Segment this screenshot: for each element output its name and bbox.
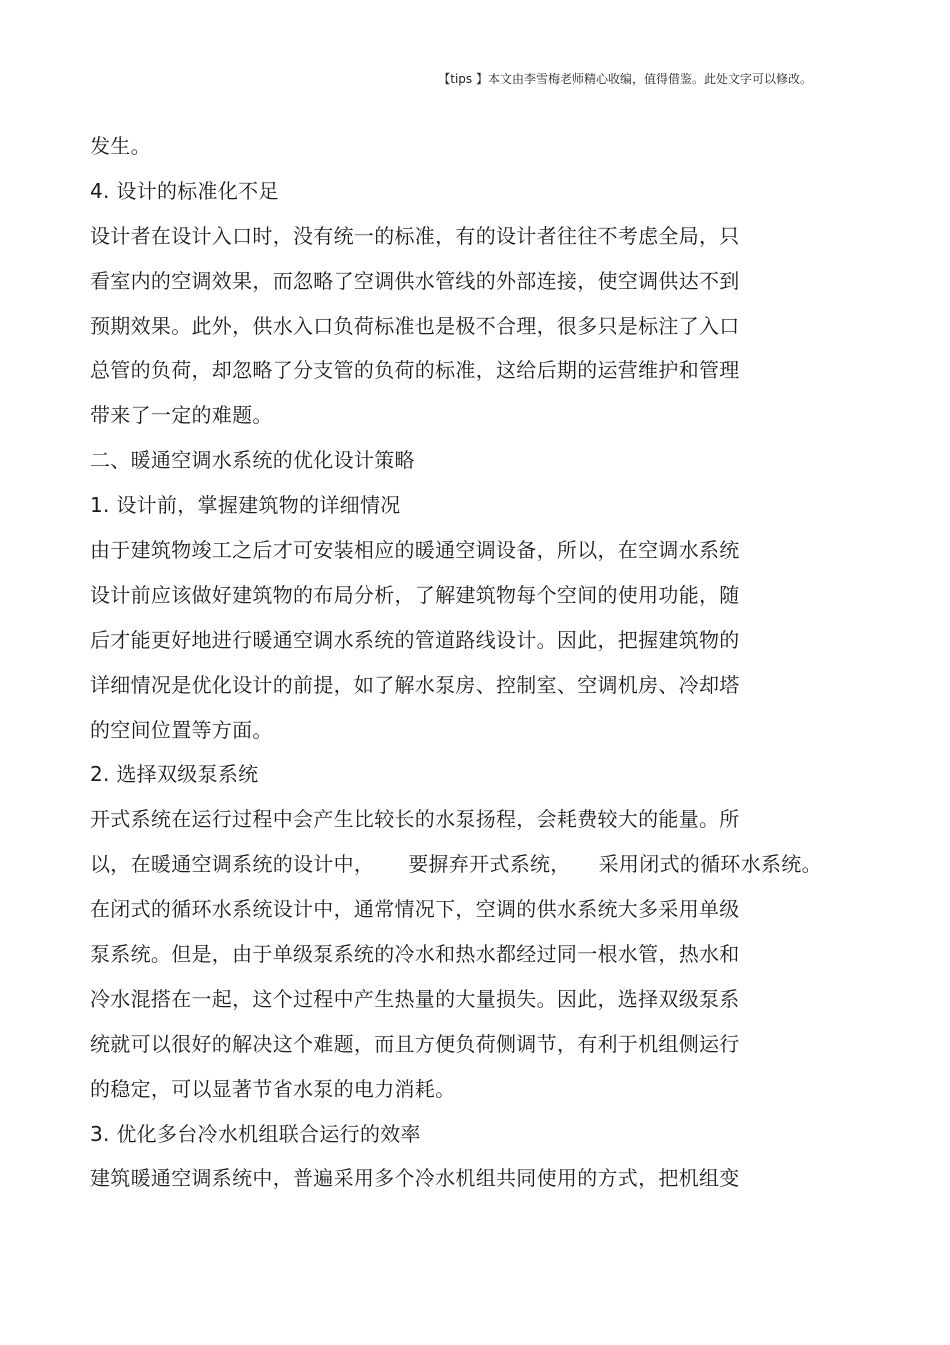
text-line: 总管的负荷，却忽略了分支管的负荷的标准，这给后期的运营维护和管理	[90, 358, 740, 383]
section-heading-3: 3. 优化多台冷水机组联合运行的效率	[90, 1121, 421, 1146]
text-line: 的空间位置等方面。	[90, 717, 273, 742]
section-heading-2: 2. 选择双级泵系统	[90, 762, 259, 787]
text-line: 由于建筑物竣工之后才可安装相应的暖通空调设备，所以，在空调水系统	[90, 538, 740, 563]
header-note: 【tips 】本文由李雪梅老师精心收编，值得借鉴。此处文字可以修改。	[438, 72, 812, 86]
text-line: 设计前应该做好建筑物的布局分析，了解建筑物每个空间的使用功能，随	[90, 582, 740, 607]
text-line: 开式系统在运行过程中会产生比较长的水泵扬程，会耗费较大的能量。所	[90, 807, 740, 832]
text-line: 看室内的空调效果，而忽略了空调供水管线的外部连接，使空调供达不到	[90, 268, 740, 293]
text-segment: 以，在暖通空调系统的设计中，	[90, 852, 375, 877]
text-line: 详细情况是优化设计的前提，如了解水泵房、控制室、空调机房、冷却塔	[90, 672, 740, 697]
text-line: 冷水混搭在一起，这个过程中产生热量的大量损失。因此，选择双级泵系	[90, 986, 740, 1011]
text-line: 泵系统。但是，由于单级泵系统的冷水和热水都经过同一根水管，热水和	[90, 942, 740, 967]
text-segment: 采用闭式的循环水系统。	[598, 852, 822, 877]
text-line: 后才能更好地进行暖通空调水系统的管道路线设计。因此，把握建筑物的	[90, 627, 740, 652]
text-line: 带来了一定的难题。	[90, 403, 273, 428]
chapter-heading-2: 二、暖通空调水系统的优化设计策略	[90, 448, 415, 473]
text-line: 在闭式的循环水系统设计中，通常情况下，空调的供水系统大多采用单级	[90, 897, 740, 922]
section-heading-4: 4. 设计的标准化不足	[90, 178, 279, 203]
body-text	[90, 124, 850, 1201]
text-line: 统就可以很好的解决这个难题，而且方便负荷侧调节，有利于机组侧运行	[90, 1031, 740, 1056]
text-line-wide	[90, 842, 850, 887]
text-line: 建筑暖通空调系统中，普遍采用多个冷水机组共同使用的方式，把机组变	[90, 1166, 740, 1191]
section-heading-1: 1. 设计前，掌握建筑物的详细情况	[90, 493, 401, 518]
text-line: 设计者在设计入口时，没有统一的标准，有的设计者往往不考虑全局，只	[90, 223, 740, 248]
text-line: 发生。	[90, 134, 151, 158]
text-line: 的稳定，可以显著节省水泵的电力消耗。	[90, 1076, 456, 1101]
text-segment: 要摒弃开式系统，	[408, 852, 571, 877]
text-line: 预期效果。此外，供水入口负荷标准也是极不合理，很多只是标注了入口	[90, 313, 740, 338]
